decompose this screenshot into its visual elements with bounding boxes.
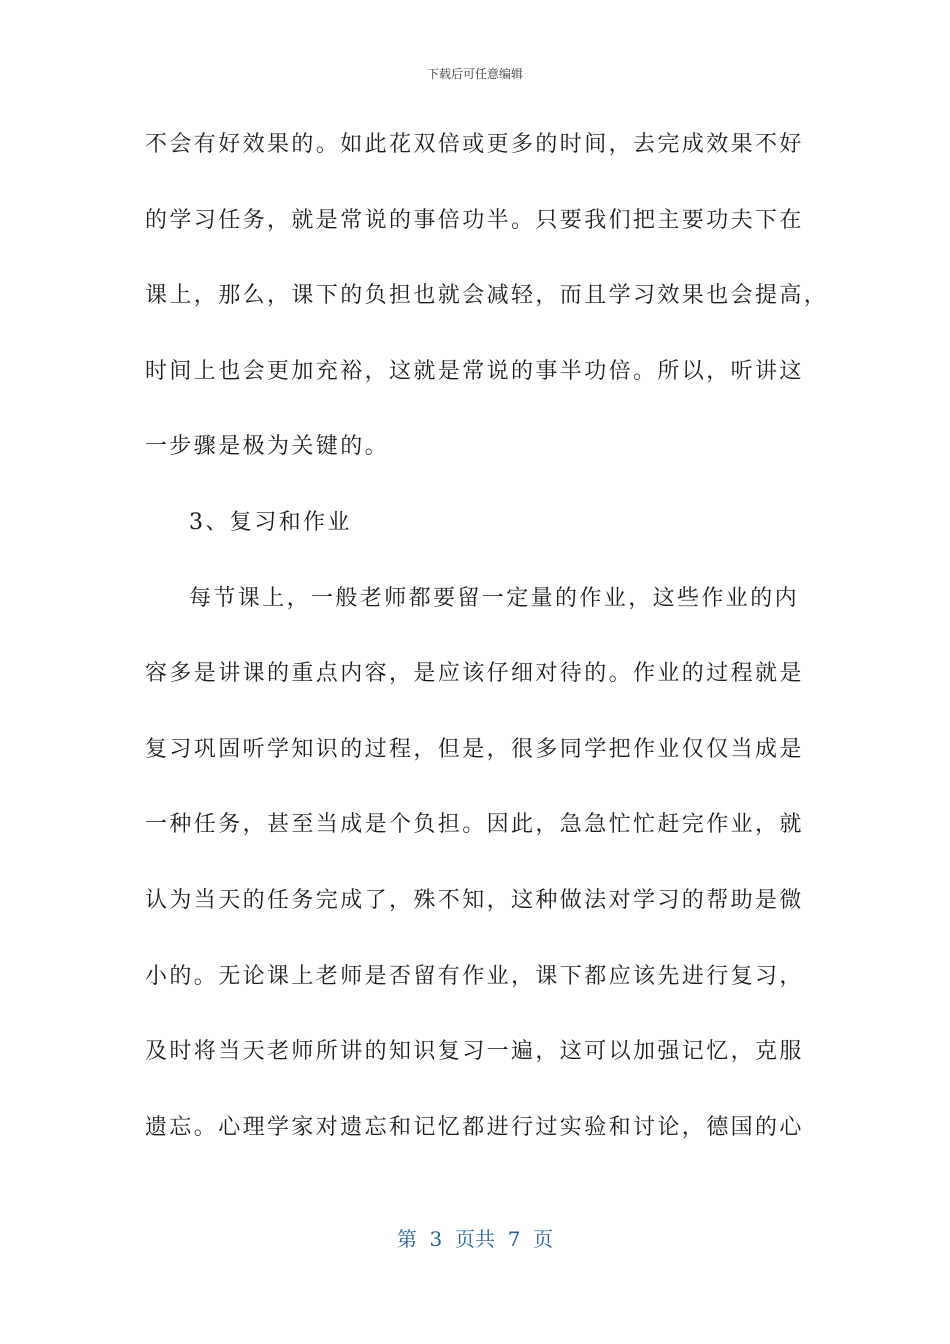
- paragraph-line: 的学习任务，就是常说的事倍功半。只要我们把主要功夫下在: [145, 207, 804, 233]
- paragraph-line: 复习巩固听学知识的过程，但是，很多同学把作业仅仅当成是: [145, 736, 804, 762]
- section-heading: 3、复习和作业: [189, 509, 352, 535]
- paragraph-line: 小的。无论课上老师是否留有作业，课下都应该先进行复习，: [145, 963, 804, 989]
- paragraph-line: 一步骤是极为关键的。: [145, 434, 390, 460]
- paragraph-line: 课上，那么，课下的负担也就会减轻，而且学习效果也会提高，: [145, 283, 829, 309]
- page-header: 下载后可任意编辑: [426, 67, 523, 81]
- paragraph-line: 认为当天的任务完成了，殊不知，这种做法对学习的帮助是微: [145, 887, 804, 913]
- page-number-footer: 第 3 页共 7 页: [396, 1227, 554, 1251]
- paragraph-line: 一种任务，甚至当成是个负担。因此，急急忙忙赶完作业，就: [145, 812, 804, 838]
- paragraph-line: 遗忘。心理学家对遗忘和记忆都进行过实验和讨论，德国的心: [145, 1114, 804, 1140]
- paragraph-line: 每节课上，一般老师都要留一定量的作业，这些作业的内: [189, 585, 800, 611]
- paragraph-line: 不会有好效果的。如此花双倍或更多的时间，去完成效果不好: [145, 132, 804, 157]
- document-body: [145, 120, 829, 1178]
- paragraph-line: 容多是讲课的重点内容，是应该仔细对待的。作业的过程就是: [145, 661, 804, 687]
- paragraph-line: 及时将当天老师所讲的知识复习一遍，这可以加强记忆，克服: [145, 1039, 804, 1065]
- paragraph-line: 时间上也会更加充裕，这就是常说的事半功倍。所以，听讲这: [145, 358, 804, 384]
